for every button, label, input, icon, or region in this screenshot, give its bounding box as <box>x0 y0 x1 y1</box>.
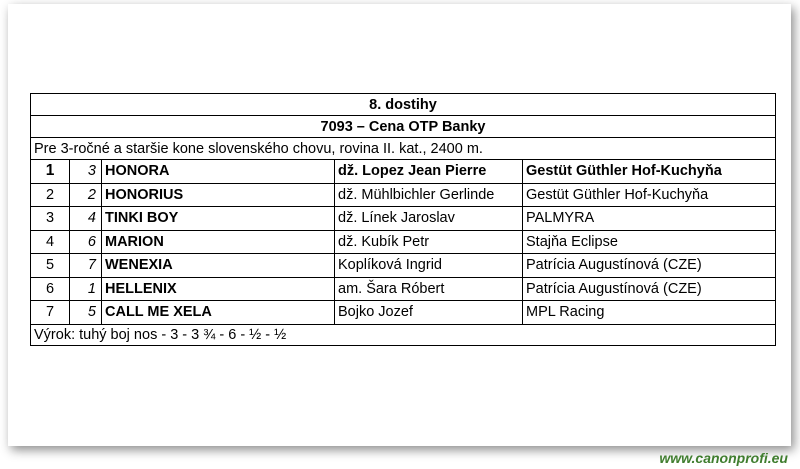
horse-name: CALL ME XELA <box>102 301 335 325</box>
race-conditions-row <box>31 138 776 160</box>
horse-number: 7 <box>70 254 102 278</box>
finish-position: 1 <box>31 160 70 184</box>
rider-name: dž. Línek Jaroslav <box>335 207 523 231</box>
finish-position: 5 <box>31 254 70 278</box>
owner-name: MPL Racing <box>523 301 776 325</box>
horse-number: 5 <box>70 301 102 325</box>
watermark: www.canonprofi.eu <box>659 450 788 466</box>
owner-name: Gestüt Güthler Hof-Kuchyňa <box>523 160 776 184</box>
horse-name: HONORA <box>102 160 335 184</box>
result-row <box>31 277 776 301</box>
horse-number: 6 <box>70 230 102 254</box>
verdict-row <box>31 324 776 345</box>
owner-name: Patrícia Augustínová (CZE) <box>523 277 776 301</box>
result-row <box>31 207 776 231</box>
result-row <box>31 301 776 325</box>
finish-position: 2 <box>31 183 70 207</box>
owner-name: PALMYRA <box>523 207 776 231</box>
race-conditions: Pre 3-ročné a staršie kone slovenského chovu, rovina II. kat., 2400 m. <box>31 138 776 160</box>
race-number-row <box>31 94 776 116</box>
horse-name: MARION <box>102 230 335 254</box>
horse-name: TINKI BOY <box>102 207 335 231</box>
owner-name: Patrícia Augustínová (CZE) <box>523 254 776 278</box>
horse-name: HELLENIX <box>102 277 335 301</box>
result-row <box>31 183 776 207</box>
rider-name: dž. Mühlbichler Gerlinde <box>335 183 523 207</box>
result-row <box>31 254 776 278</box>
result-row <box>31 160 776 184</box>
race-number-title: 8. dostihy <box>31 94 776 116</box>
race-title: 7093 – Cena OTP Banky <box>31 116 776 138</box>
horse-number: 2 <box>70 183 102 207</box>
horse-number: 1 <box>70 277 102 301</box>
race-title-row <box>31 116 776 138</box>
horse-name: WENEXIA <box>102 254 335 278</box>
finish-position: 4 <box>31 230 70 254</box>
horse-number: 4 <box>70 207 102 231</box>
rider-name: dž. Kubík Petr <box>335 230 523 254</box>
rider-name: Bojko Jozef <box>335 301 523 325</box>
owner-name: Gestüt Güthler Hof-Kuchyňa <box>523 183 776 207</box>
owner-name: Stajňa Eclipse <box>523 230 776 254</box>
race-verdict: Výrok: tuhý boj nos - 3 - 3 ¾ - 6 - ½ - ½ <box>31 324 776 345</box>
finish-position: 3 <box>31 207 70 231</box>
finish-position: 7 <box>31 301 70 325</box>
rider-name: dž. Lopez Jean Pierre <box>335 160 523 184</box>
results-table <box>30 93 776 346</box>
result-row <box>31 230 776 254</box>
rider-name: am. Šara Róbert <box>335 277 523 301</box>
finish-position: 6 <box>31 277 70 301</box>
rider-name: Koplíková Ingrid <box>335 254 523 278</box>
horse-number: 3 <box>70 160 102 184</box>
horse-name: HONORIUS <box>102 183 335 207</box>
